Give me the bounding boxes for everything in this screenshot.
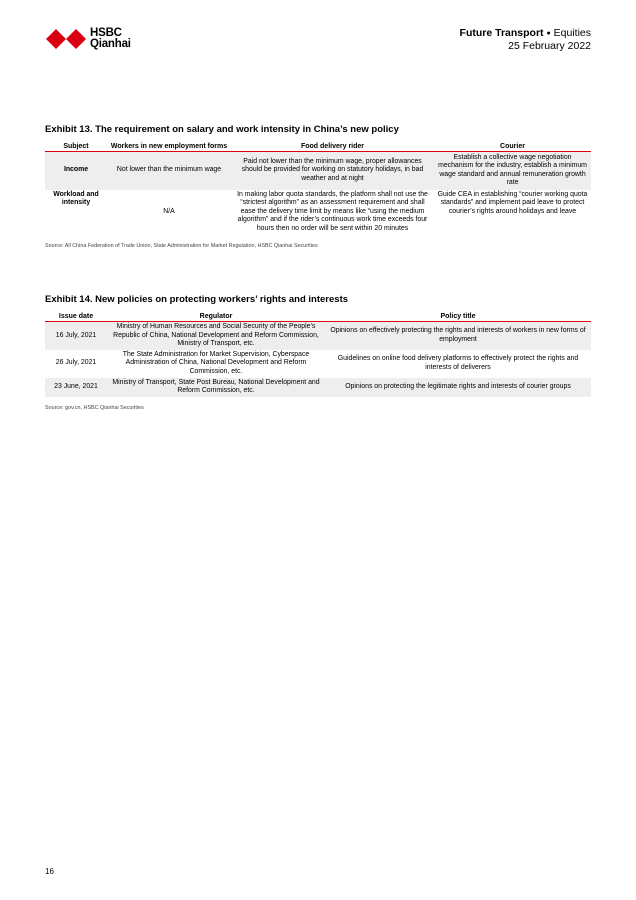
brand-line-2: Qianhai <box>90 38 131 50</box>
table-row <box>45 378 591 397</box>
bullet-separator: ● <box>546 30 551 37</box>
exhibit-13-source: Source: All China Federation of Trade Union, State Administration for Market Regulation, HSBC Qianhai Securities <box>45 243 318 249</box>
table-row <box>45 350 591 378</box>
table-cell: N/A <box>163 207 175 215</box>
table-cell: The State Administration for Market Supervision, Cyberspace Administration of China, National Development and Reform Commission, etc. <box>122 350 310 375</box>
table-header-row <box>45 311 591 322</box>
exhibit-13-table <box>45 141 591 234</box>
table-row <box>45 190 591 235</box>
table-header-row <box>45 141 591 152</box>
table-cell: Guide CEA in establishing “courier working quota standards” and implement paid leave to protect courier’s rights around holidays and leave <box>437 190 588 215</box>
table-cell: Ministry of Transport, State Post Bureau, National Development and Reform Commission, etc. <box>107 378 325 397</box>
table-cell: Paid not lower than the minimum wage, proper allowances should be provided for working on statutory holidays, in bad weather and at night <box>231 152 434 190</box>
report-category: Equities <box>553 27 591 39</box>
table-row <box>45 152 591 190</box>
column-header: Courier <box>434 141 591 152</box>
issue-date: 23 June, 2021 <box>45 378 107 397</box>
row-subject: Workload and intensity <box>53 190 99 207</box>
column-header: Issue date <box>45 311 107 322</box>
report-date: 25 February 2022 <box>508 40 591 52</box>
column-header: Regulator <box>107 311 325 322</box>
table-cell: Opinions on effectively protecting the rights and interests of workers in new forms of employment <box>325 322 591 350</box>
column-header: Policy title <box>325 311 591 322</box>
hsbc-hexagon-logo-icon <box>46 29 86 49</box>
table-row <box>45 322 591 350</box>
report-section: Future Transport <box>459 27 544 39</box>
brand-name <box>90 28 131 50</box>
issue-date: 26 July, 2021 <box>55 359 97 367</box>
table-cell: Ministry of Human Resources and Social Security of the People’s Republic of China, National Development and Reform Commission, Ministry of Transport, etc. <box>107 322 325 350</box>
exhibit-14-table <box>45 311 591 397</box>
report-series <box>460 27 591 40</box>
exhibit-14-title: Exhibit 14. New policies on protecting workers’ rights and interests <box>45 294 349 305</box>
column-header: Food delivery rider <box>231 141 434 152</box>
issue-date: 16 July, 2021 <box>45 322 107 350</box>
column-header: Subject <box>45 141 107 152</box>
page-number: 16 <box>45 867 54 876</box>
row-subject: Income <box>45 152 107 190</box>
column-header: Workers in new employment forms <box>107 141 231 152</box>
table-cell: In making labor quota standards, the platform shall not use the “strictest algorithm” as an assessment requirement and shall ease the delivery time limit by means like “using the medium algorithm” and if the rider’s continuous work time exceeds four hours then no order will be sent within 20 minutes <box>237 190 428 232</box>
table-cell: Establish a collective wage negotiation mechanism for the industry, establish a minimum wage standard and annual remuneration growth rate <box>434 152 591 190</box>
table-cell: Opinions on protecting the legitimate rights and interests of courier groups <box>325 378 591 397</box>
exhibit-13-title: Exhibit 13. The requirement on salary and work intensity in China’s new policy <box>45 124 399 135</box>
table-cell: Not lower than the minimum wage <box>107 152 231 190</box>
table-cell: Guidelines on online food delivery platforms to effectively protect the rights and interests of deliverers <box>337 355 579 371</box>
report-header <box>460 27 591 53</box>
brand-line-1: HSBC <box>90 27 122 39</box>
exhibit-14-source: Source: gov.cn, HSBC Qianhai Securities <box>45 405 144 411</box>
hsbc-logo <box>46 28 131 50</box>
